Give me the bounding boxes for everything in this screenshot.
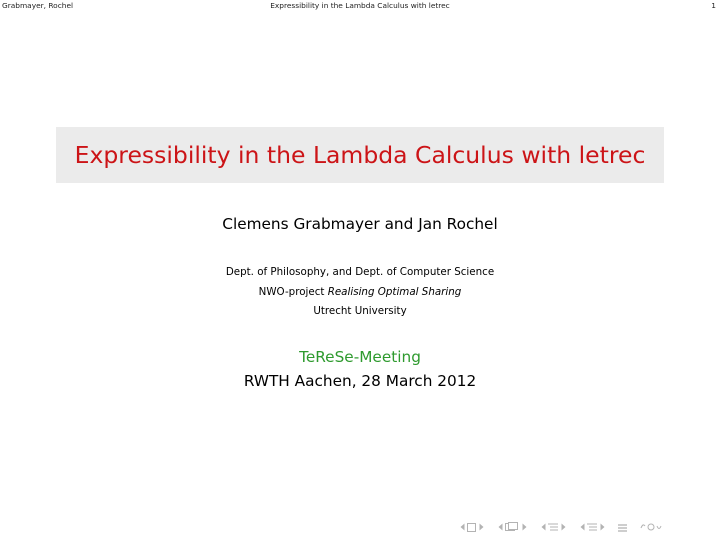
frame-icon[interactable]	[467, 523, 476, 532]
arrow-left-icon[interactable]	[498, 523, 503, 531]
affiliation-line-3: Utrecht University	[313, 305, 407, 317]
nav-section-group-2	[578, 522, 606, 532]
affiliation-project-name: Realising Optimal Sharing	[327, 286, 462, 298]
title-box	[56, 127, 664, 183]
subsection-icon[interactable]	[505, 522, 519, 532]
affiliation-line-1: Dept. of Philosophy, and Dept. of Computer Science	[225, 266, 495, 278]
nav-search-group	[639, 522, 663, 532]
navigation-bar	[458, 520, 663, 534]
arrow-right-icon[interactable]	[522, 523, 527, 531]
arrow-left-icon[interactable]	[541, 523, 546, 531]
search-icon[interactable]	[640, 522, 662, 532]
arrow-right-icon[interactable]	[479, 523, 484, 531]
nav-subsection-group	[496, 522, 528, 532]
event-name: TeReSe-Meeting	[299, 348, 421, 366]
align-icon[interactable]	[618, 523, 627, 532]
arrow-left-icon[interactable]	[580, 523, 585, 531]
nav-frame-group	[458, 523, 485, 532]
affiliation-line-2	[0, 286, 720, 298]
page-number: 1	[711, 1, 716, 10]
arrow-right-icon[interactable]	[561, 523, 566, 531]
affiliation-project-prefix: NWO-project	[258, 286, 328, 298]
nav-section-group	[539, 522, 567, 532]
slide-header	[0, 0, 720, 14]
authors: Clemens Grabmayer and Jan Rochel	[222, 215, 498, 233]
nav-align-group	[617, 523, 628, 532]
arrow-left-icon[interactable]	[460, 523, 465, 531]
section-icon[interactable]	[548, 522, 558, 532]
slide-title: Expressibility in the Lambda Calculus with letrec	[74, 141, 646, 169]
arrow-right-icon[interactable]	[600, 523, 605, 531]
place-date: RWTH Aachen, 28 March 2012	[243, 372, 477, 390]
section-icon[interactable]	[587, 522, 597, 532]
header-title: Expressibility in the Lambda Calculus with letrec	[270, 1, 450, 10]
header-authors: Grabmayer, Rochel	[2, 1, 74, 10]
